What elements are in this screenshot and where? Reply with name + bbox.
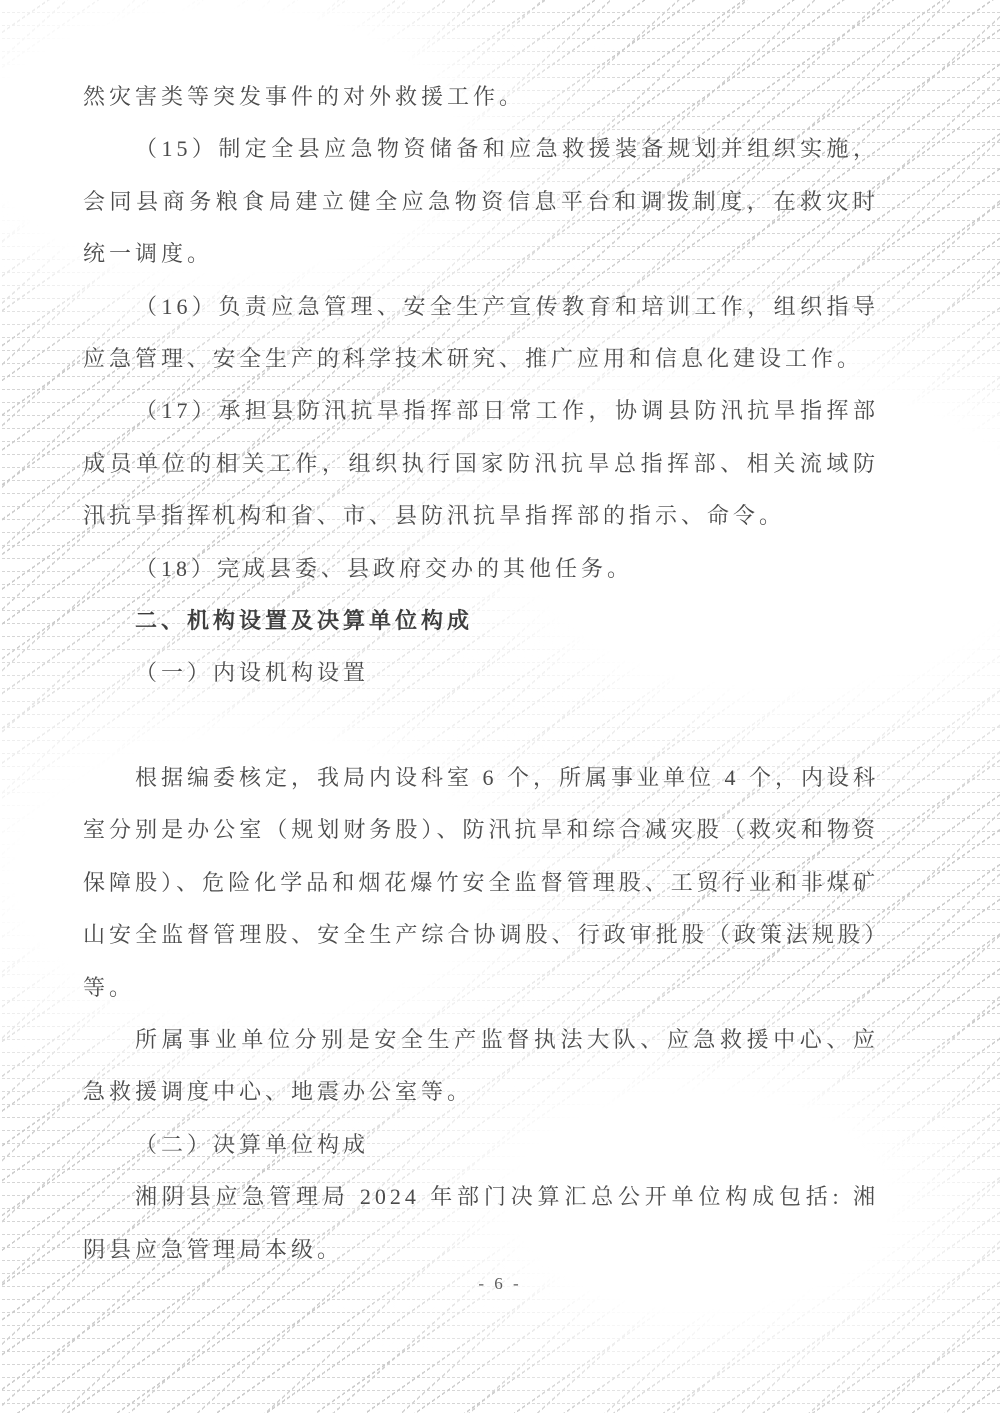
- paragraph-item-15: （15）制定全县应急物资储备和应急救援装备规划并组织实施，会同县商务粮食局建立健全应急物资信息平台和调拨制度，在救灾时统一调度。: [83, 136, 879, 267]
- paragraph-internal-departments: 根据编委核定，我局内设科室 6 个，所属事业单位 4 个，内设科室分别是办公室（规划财务股）、防汛抗旱和综合减灾股（救灾和物资保障股）、危险化学品和烟花爆竹安全监督管理股、工贸行业和非煤矿山安全监督管理股、安全生产综合协调股、行政审批股（政策法规股）等。: [83, 764, 880, 1000]
- paragraph-item-17: （17）承担县防汛抗旱指挥部日常工作，协调县防汛抗旱指挥部成员单位的相关工作，组织执行国家防汛抗旱总指挥部、相关流域防汛抗旱指挥机构和省、市、县防汛抗旱指挥部的指示、命令。: [83, 398, 879, 529]
- paragraph-continuation: 然灾害类等突发事件的对外救援工作。: [83, 84, 526, 109]
- subsection-heading-1: （一）内设机构设置: [135, 660, 370, 686]
- subsection-heading-2: （二）决算单位构成: [135, 1131, 370, 1157]
- section-heading-2: 二、机构设置及决算单位构成: [135, 608, 474, 634]
- paragraph-item-18: （18）完成县委、县政府交办的其他任务。: [135, 555, 634, 581]
- paragraph-item-16: （16）负责应急管理、安全生产宣传教育和培训工作，组织指导应急管理、安全生产的科学技术研究、推广应用和信息化建设工作。: [83, 293, 879, 372]
- document-body: [83, 71, 879, 1276]
- page-number: - 6 -: [478, 1274, 522, 1293]
- paragraph-unit-composition: 湘阴县应急管理局 2024 年部门决算汇总公开单位构成包括: 湘阴县应急管理局本级。: [83, 1184, 879, 1262]
- paragraph-affiliated-units: 所属事业单位分别是安全生产监督执法大队、应急救援中心、应急救援调度中心、地震办公室等。: [83, 1026, 879, 1105]
